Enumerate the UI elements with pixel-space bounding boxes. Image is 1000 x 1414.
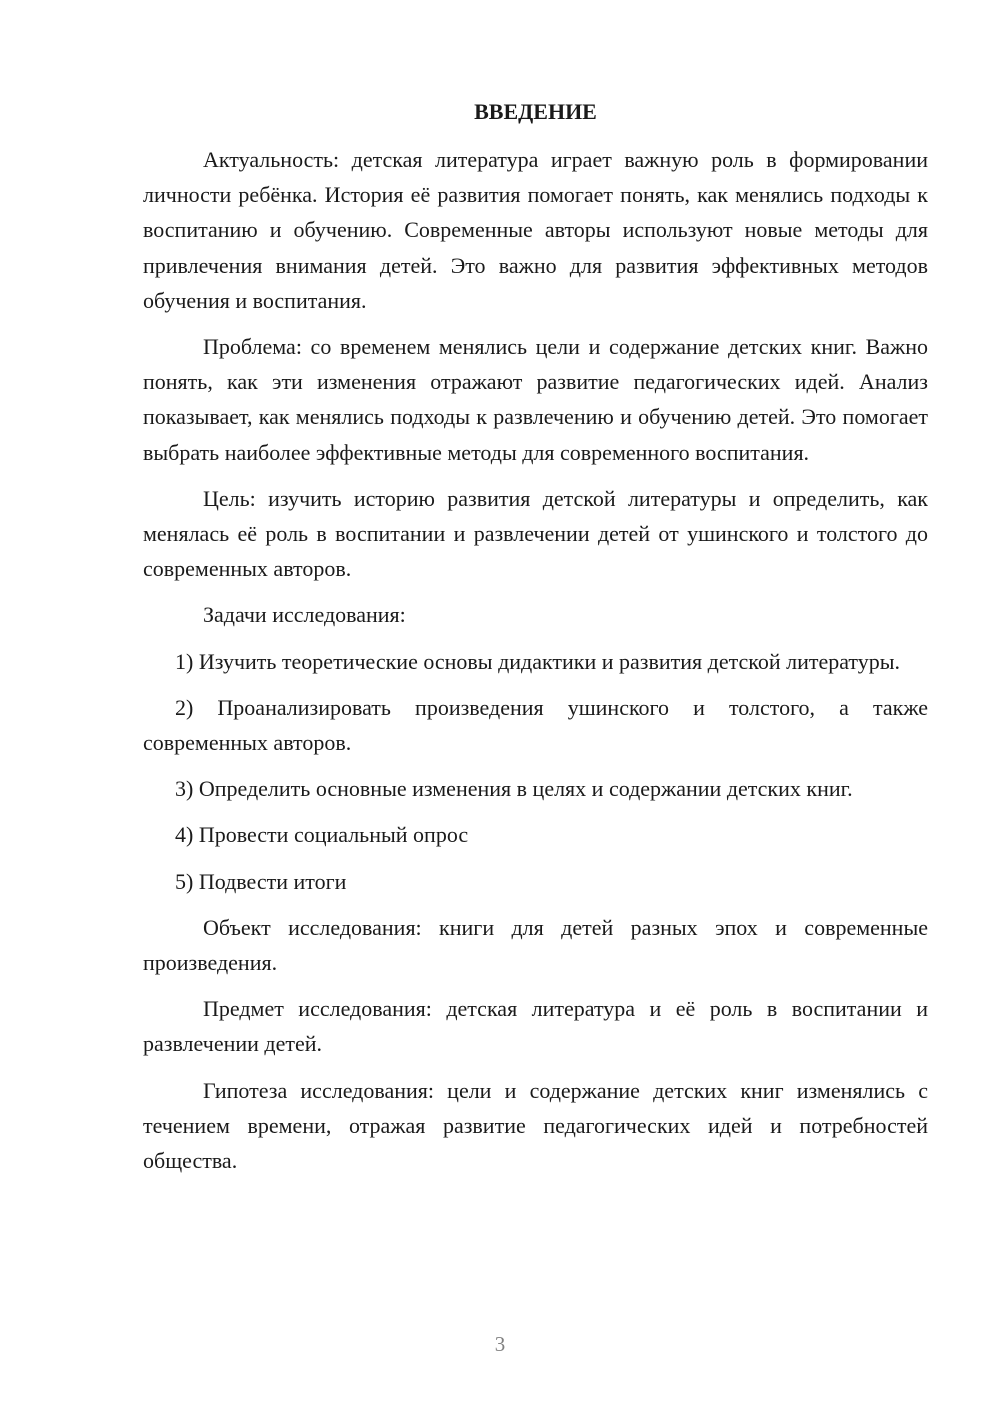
paragraph-relevance: Актуальность: детская литература играет важную роль в формировании личности ребёнка. История её развития помогает понять, как менялись подходы к воспитанию и обучению. Современные авторы используют новые методы для привлечения внимания детей. Это важно для развития эффективных методов обучения и воспитания.: [143, 147, 928, 313]
paragraph-hypothesis: Гипотеза исследования: цели и содержание детских книг изменялись с течением времени, отражая развитие педагогических идей и потребностей общества.: [143, 1077, 928, 1174]
task-item: 5) Подвести итоги: [175, 868, 347, 894]
paragraph-subject: Предмет исследования: детская литература и её роль в воспитании и развлечении детей.: [143, 996, 928, 1057]
task-item: 1) Изучить теоретические основы дидактики и развития детской литературы.: [175, 648, 901, 674]
page-number: 3: [494, 1332, 506, 1356]
paragraph-object: Объект исследования: книги для детей разных эпох и современные произведения.: [143, 914, 928, 976]
task-list: [143, 644, 928, 899]
paragraph-goal: Цель: изучить историю развития детской литературы и определить, как менялась её роль в воспитании и развлечении детей от ушинского и толстого до современных авторов.: [143, 485, 928, 582]
document-page: [143, 94, 928, 1189]
task-item: 2) Проанализировать произведения ушинского и толстого, а также современных авторов.: [143, 694, 928, 756]
task-item: 4) Провести социальный опрос: [175, 822, 469, 848]
tasks-heading: Задачи исследования:: [203, 602, 406, 628]
document-title: ВВЕДЕНИЕ: [474, 99, 597, 124]
task-item: 3) Определить основные изменения в целях и содержании детских книг.: [175, 776, 853, 802]
paragraph-problem: Проблема: со временем менялись цели и содержание детских книг. Важно понять, как эти изменения отражают развитие педагогических идей. Анализ показывает, как менялись подходы к развлечению и обучению детей. Это помогает выбрать наиболее эффективные методы для современного воспитания.: [143, 334, 928, 465]
